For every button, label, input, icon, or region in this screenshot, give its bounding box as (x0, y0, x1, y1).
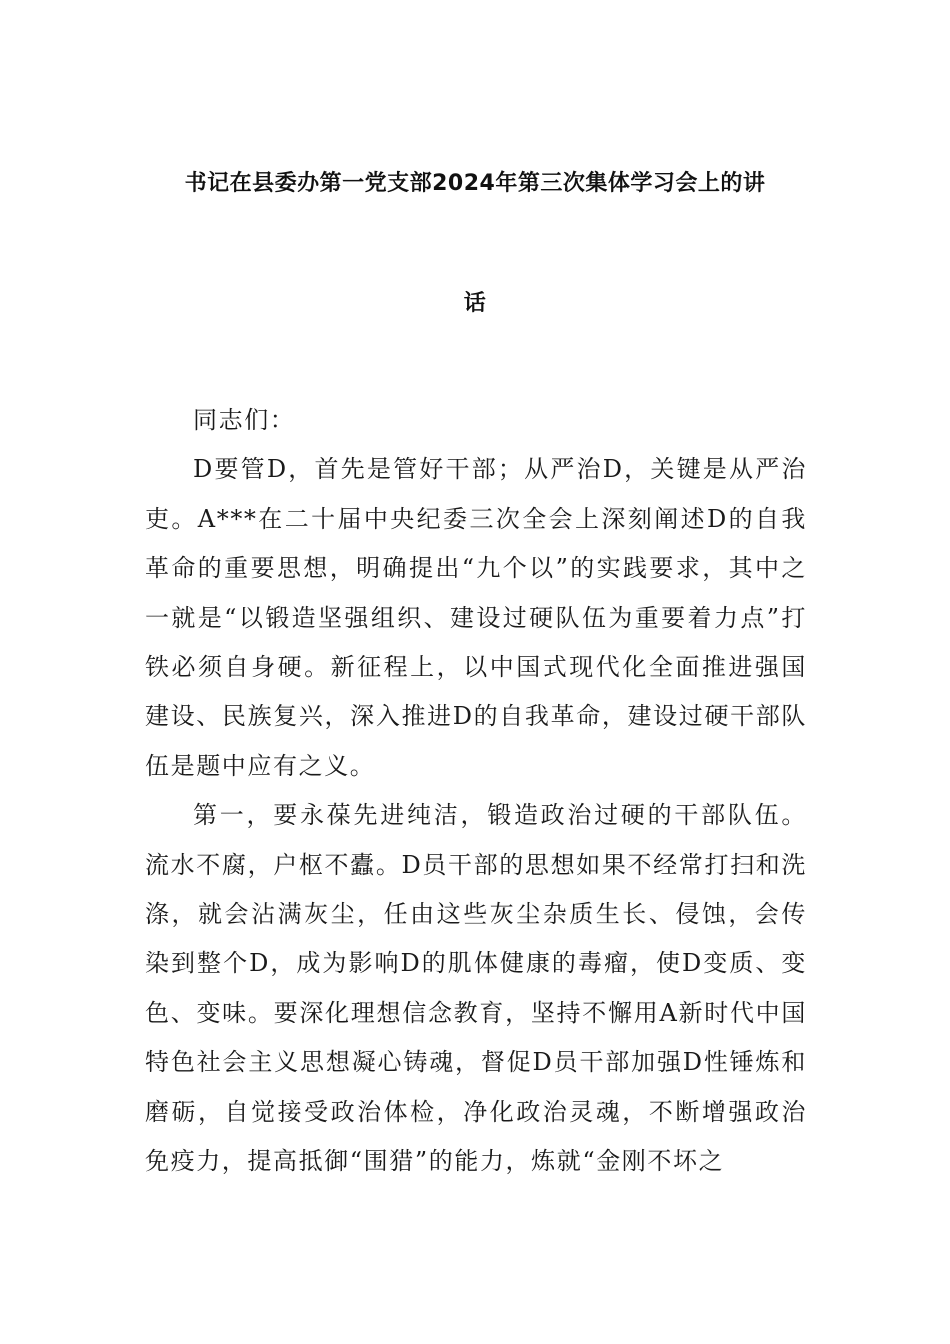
salutation-paragraph: 同志们： (193, 406, 296, 434)
document-title-line-1: 书记在县委办第一党支部2024年第三次集体学习会上的讲 (184, 171, 766, 196)
intro-paragraph: D要管D，首先是管好干部；从严治D，关键是从严治吏。A***在二十届中央纪委三次全会上深刻阐述D的自我革命的重要思想，明确提出“九个以”的实践要求，其中之一就是“以锻造坚强组织、建设过硬队伍为重要着力点”打铁必须自身硬。新征程上，以中国式现代化全面推进强国建设、民族复兴，深入推进D的自我革命，建设过硬干部队伍是题中应有之义。 (145, 455, 807, 780)
document-title-line-2: 话 (463, 291, 487, 316)
first-point-paragraph: 第一，要永葆先进纯洁，锻造政治过硬的干部队伍。流水不腐，户枢不蠹。D员干部的思想如果不经常打扫和洗涤，就会沾满灰尘，任由这些灰尘杂质生长、侵蚀，会传染到整个D，成为影响D的肌体健康的毒瘤，使D变质、变色、变味。要深化理想信念教育，坚持不懈用A新时代中国特色社会主义思想凝心铸魂，督促D员干部加强D性锤炼和磨砺，自觉接受政治体检，净化政治灵魂，不断增强政治免疫力，提高抵御“围猎”的能力，炼就“金刚不坏之 (145, 801, 807, 1176)
document-body (145, 396, 807, 1187)
